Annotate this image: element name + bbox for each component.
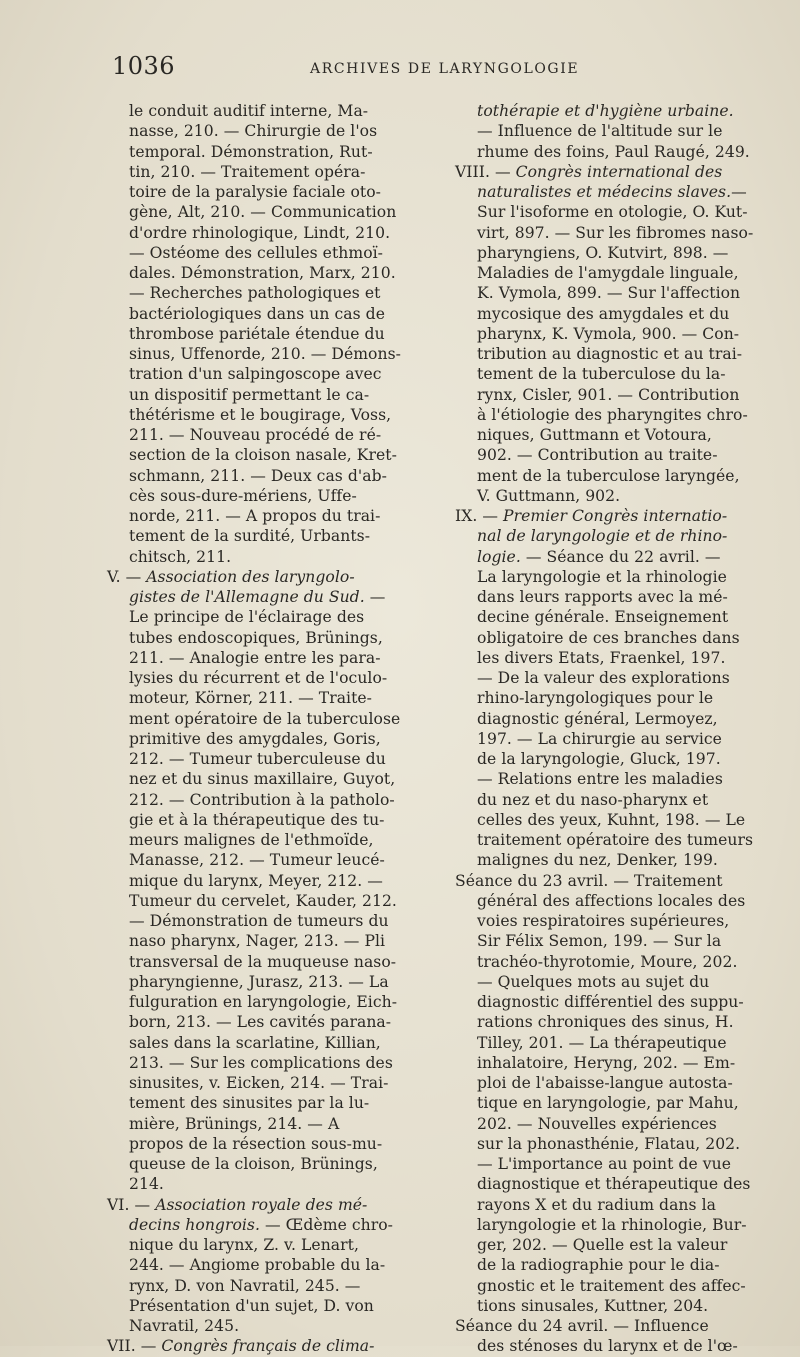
text-line: K. Vymola, 899. — Sur l'affection (477, 284, 741, 303)
text-line: rhino-laryngologiques pour le (477, 689, 714, 708)
text-line: cès sous-dure-mériens, Uffe- (129, 486, 357, 505)
italic-heading-text: logie. (477, 547, 521, 566)
text-line: sales dans la scarlatine, Killian, (129, 1033, 381, 1052)
text-line: transversal de la muqueuse naso- (129, 952, 397, 971)
text-line: Sir Félix Semon, 199. — Sur la (477, 932, 722, 951)
italic-heading-text: tothérapie et d'hygiène urbaine. (477, 102, 734, 120)
text-line: 212. — Tumeur tuberculeuse du (129, 750, 386, 768)
text-line: nasse, 210. — Chirurgie de l'os (129, 122, 378, 141)
text-line (455, 101, 775, 121)
text-line: decine générale. Enseignement (477, 608, 729, 627)
text-line: rynx, Cisler, 901. — Contribution (477, 385, 740, 404)
text-line: tin, 210. — Traitement opéra- (129, 162, 366, 181)
text-line: section de la cloison nasale, Kret- (129, 446, 397, 465)
text-line: Manasse, 212. — Tumeur leucé- (129, 851, 385, 870)
text-line: gnostic et le traitement des affec- (477, 1276, 746, 1295)
text-line: inhalatoire, Heryng, 202. — Em- (477, 1053, 736, 1072)
text-segment: VIII. — (455, 162, 516, 181)
text-line: 197. — La chirurgie au service (477, 729, 722, 748)
text-line: laryngologie et la rhinologie, Bur- (477, 1215, 747, 1234)
text-line: virt, 897. — Sur les fibromes naso- (477, 223, 754, 242)
text-line: lysies du récurrent et de l'oculo- (129, 669, 388, 687)
text-line: tique en laryngologie, par Mahu, (477, 1094, 739, 1113)
text-line: du nez et du naso-pharynx et (477, 790, 709, 809)
text-line: thétérisme et le bougirage, Voss, (129, 405, 392, 424)
text-line: celles des yeux, Kuhnt, 198. — Le (477, 810, 746, 829)
text-line: ger, 202. — Quelle est la valeur (477, 1236, 728, 1254)
text-line: obligatoire de ces branches dans (477, 628, 740, 647)
text-line: dans leurs rapports avec la mé- (477, 588, 728, 606)
text-line: trachéo-thyrotomie, Moure, 202. (477, 952, 738, 971)
text-segment: V. — (107, 567, 147, 586)
text-line: de la laryngologie, Gluck, 197. (477, 750, 721, 768)
running-title: ARCHIVES DE LARYNGOLOGIE (310, 61, 580, 77)
text-line: voies respiratoires supérieures, (477, 912, 730, 930)
page-number: 1036 (112, 52, 176, 80)
text-line: 214. (129, 1175, 164, 1194)
text-line: Séance du 23 avril. — Traitement (455, 871, 723, 890)
text-line: niques, Guttmann et Votoura, (477, 426, 712, 444)
text-line: rhume des foins, Paul Raugé, 249. (477, 142, 750, 161)
italic-heading-text: gistes de l'Allemagne du Sud. (129, 588, 365, 606)
text-line: tribution au diagnostic et au trai- (477, 345, 743, 363)
text-line: pharyngiens, O. Kutvirt, 898. — (477, 243, 729, 262)
text-line: nez et du sinus maxillaire, Guyot, (129, 770, 396, 789)
text-line: mycosique des amygdales et du (477, 304, 730, 323)
text-line: 211. — Nouveau procédé de ré- (129, 426, 382, 444)
text-line: rynx, D. von Navratil, 245. — (129, 1276, 361, 1295)
text-segment: VI. — (107, 1195, 156, 1214)
left-column (107, 101, 437, 1357)
text-line: Navratil, 245. (129, 1317, 240, 1335)
text-line: ment opératoire de la tuberculose (129, 709, 401, 728)
text-line: 244. — Angiome probable du la- (129, 1256, 386, 1275)
text-line: propos de la résection sous-mu- (129, 1134, 383, 1153)
text-line: sur la phonasthénie, Flatau, 202. (477, 1134, 741, 1153)
text-line: ploi de l'abaisse-langue autosta- (477, 1074, 733, 1092)
text-line: Présentation d'un sujet, D. von (129, 1296, 374, 1315)
text-line: ment de la tuberculose laryngée, (477, 466, 740, 485)
text-line: moteur, Körner, 211. — Traite- (129, 689, 372, 708)
text-segment: VII. — (107, 1337, 162, 1356)
text-line: Séance du 24 avril. — Influence (455, 1317, 709, 1335)
text-line (455, 526, 775, 546)
text-line: norde, 211. — A propos du trai- (129, 507, 381, 525)
italic-heading-text: nal de laryngologie et de rhino- (477, 527, 728, 546)
text-line: Sur l'isoforme en otologie, O. Kut- (477, 203, 748, 222)
text-line: Tumeur du cervelet, Kauder, 212. (129, 891, 397, 910)
text-line: bactériologiques dans un cas de (129, 304, 385, 323)
text-line (107, 567, 437, 587)
italic-heading-text: naturalistes et médecins slaves. (477, 183, 732, 201)
text-line: temporal. Démonstration, Rut- (129, 142, 373, 161)
text-line: tions sinusales, Kuttner, 204. (477, 1296, 709, 1315)
text-line (107, 1195, 437, 1215)
text-line: à l'étiologie des pharyngites chro- (477, 405, 748, 424)
text-line: — Relations entre les maladies (477, 770, 723, 789)
text-line: les divers Etats, Fraenkel, 197. (477, 648, 726, 667)
text-line: 202. — Nouvelles expériences (477, 1114, 717, 1133)
italic-heading-text: Congrès international des (515, 162, 723, 181)
text-line: un dispositif permettant le ca- (129, 385, 370, 404)
text-line: Tilley, 201. — La thérapeutique (477, 1033, 727, 1052)
text-line: diagnostique et thérapeutique des (477, 1175, 751, 1194)
text-line: Maladies de l'amygdale linguale, (477, 264, 739, 282)
text-line: — Influence de l'altitude sur le (477, 122, 723, 141)
text-segment: — Œdème chro- (259, 1215, 393, 1234)
text-line: meurs malignes de l'ethmoïde, (129, 831, 374, 849)
text-line: diagnostic général, Lermoyez, (477, 709, 718, 728)
text-line: chitsch, 211. (129, 547, 232, 566)
text-line: tration d'un salpingoscope avec (129, 365, 382, 384)
text-line: gène, Alt, 210. — Communication (129, 203, 397, 222)
text-line (455, 506, 775, 526)
right-column (455, 101, 775, 1357)
text-line: diagnostic différentiel des suppu- (477, 993, 744, 1011)
italic-heading-text: Premier Congrès internatio- (503, 507, 728, 525)
text-line: tement de la tuberculose du la- (477, 365, 726, 384)
text-line (455, 182, 775, 202)
text-line: gie et à la thérapeutique des tu- (129, 810, 385, 829)
text-line: nique du larynx, Z. v. Lenart, (129, 1236, 359, 1254)
text-line: primitive des amygdales, Goris, (129, 729, 381, 748)
text-line (107, 587, 437, 607)
text-line: — Démonstration de tumeurs du (129, 912, 389, 930)
text-segment: IX. — (455, 507, 504, 525)
text-line: sinus, Uffenorde, 210. — Démons- (129, 345, 401, 363)
italic-heading-text: Congrès français de clima- (161, 1337, 375, 1356)
text-line (455, 162, 775, 182)
text-line: tement de la surdité, Urbants- (129, 527, 371, 546)
text-line: sinusites, v. Eicken, 214. — Trai- (129, 1074, 389, 1092)
text-line: tubes endoscopiques, Brünings, (129, 628, 383, 647)
text-line: 212. — Contribution à la patholo- (129, 790, 395, 809)
text-line: La laryngologie et la rhinologie (477, 567, 727, 586)
text-line: mière, Brünings, 214. — A (129, 1114, 340, 1133)
text-line: 211. — Analogie entre les para- (129, 648, 381, 667)
text-line: — L'importance au point de vue (477, 1155, 731, 1173)
text-line: mique du larynx, Meyer, 212. — (129, 871, 383, 890)
text-line: pharynx, K. Vymola, 900. — Con- (477, 324, 740, 343)
text-line (107, 1336, 437, 1356)
text-line: rayons X et du radium dans la (477, 1195, 716, 1214)
text-line: des sténoses du larynx et de l'œ- (477, 1337, 738, 1356)
text-line: queuse de la cloison, Brünings, (129, 1155, 378, 1173)
text-line: — De la valeur des explorations (477, 669, 730, 687)
text-line: naso pharynx, Nager, 213. — Pli (129, 932, 386, 951)
text-line: général des affections locales des (477, 891, 746, 910)
text-line: de la radiographie pour le dia- (477, 1256, 720, 1275)
italic-heading-text: Association des laryngolo- (146, 567, 355, 586)
text-line: V. Guttmann, 902. (477, 486, 621, 505)
text-line: malignes du nez, Denker, 199. (477, 851, 718, 870)
page-header (112, 52, 752, 92)
text-line: schmann, 211. — Deux cas d'ab- (129, 466, 387, 485)
text-line: thrombose pariétale étendue du (129, 324, 385, 343)
text-line: dales. Démonstration, Marx, 210. (129, 264, 396, 282)
italic-heading-text: Association royale des mé- (155, 1195, 368, 1214)
text-segment: — (731, 183, 747, 201)
text-line: — Recherches pathologiques et (129, 284, 381, 303)
text-line: tement des sinusites par la lu- (129, 1094, 370, 1113)
text-line: rations chroniques des sinus, H. (477, 1013, 734, 1032)
text-line: 213. — Sur les complications des (129, 1053, 393, 1072)
text-line: — Quelques mots au sujet du (477, 972, 710, 991)
text-line: toire de la paralysie faciale oto- (129, 183, 381, 201)
text-line: pharyngienne, Jurasz, 213. — La (129, 972, 389, 991)
text-line: le conduit auditif interne, Ma- (129, 102, 369, 120)
text-line (107, 1215, 437, 1235)
text-line: d'ordre rhinologique, Lindt, 210. (129, 223, 391, 242)
text-segment: — Séance du 22 avril. — (520, 547, 721, 566)
text-line: Le principe de l'éclairage des (129, 608, 365, 627)
text-line: traitement opératoire des tumeurs (477, 831, 754, 849)
text-segment: — (364, 588, 386, 606)
text-line: fulguration en laryngologie, Eich- (129, 993, 398, 1011)
text-line: — Ostéome des cellules ethmoï- (129, 243, 383, 262)
text-line (455, 547, 775, 567)
text-line: born, 213. — Les cavités parana- (129, 1013, 392, 1032)
italic-heading-text: decins hongrois. (129, 1215, 260, 1234)
text-line: 902. — Contribution au traite- (477, 446, 718, 465)
